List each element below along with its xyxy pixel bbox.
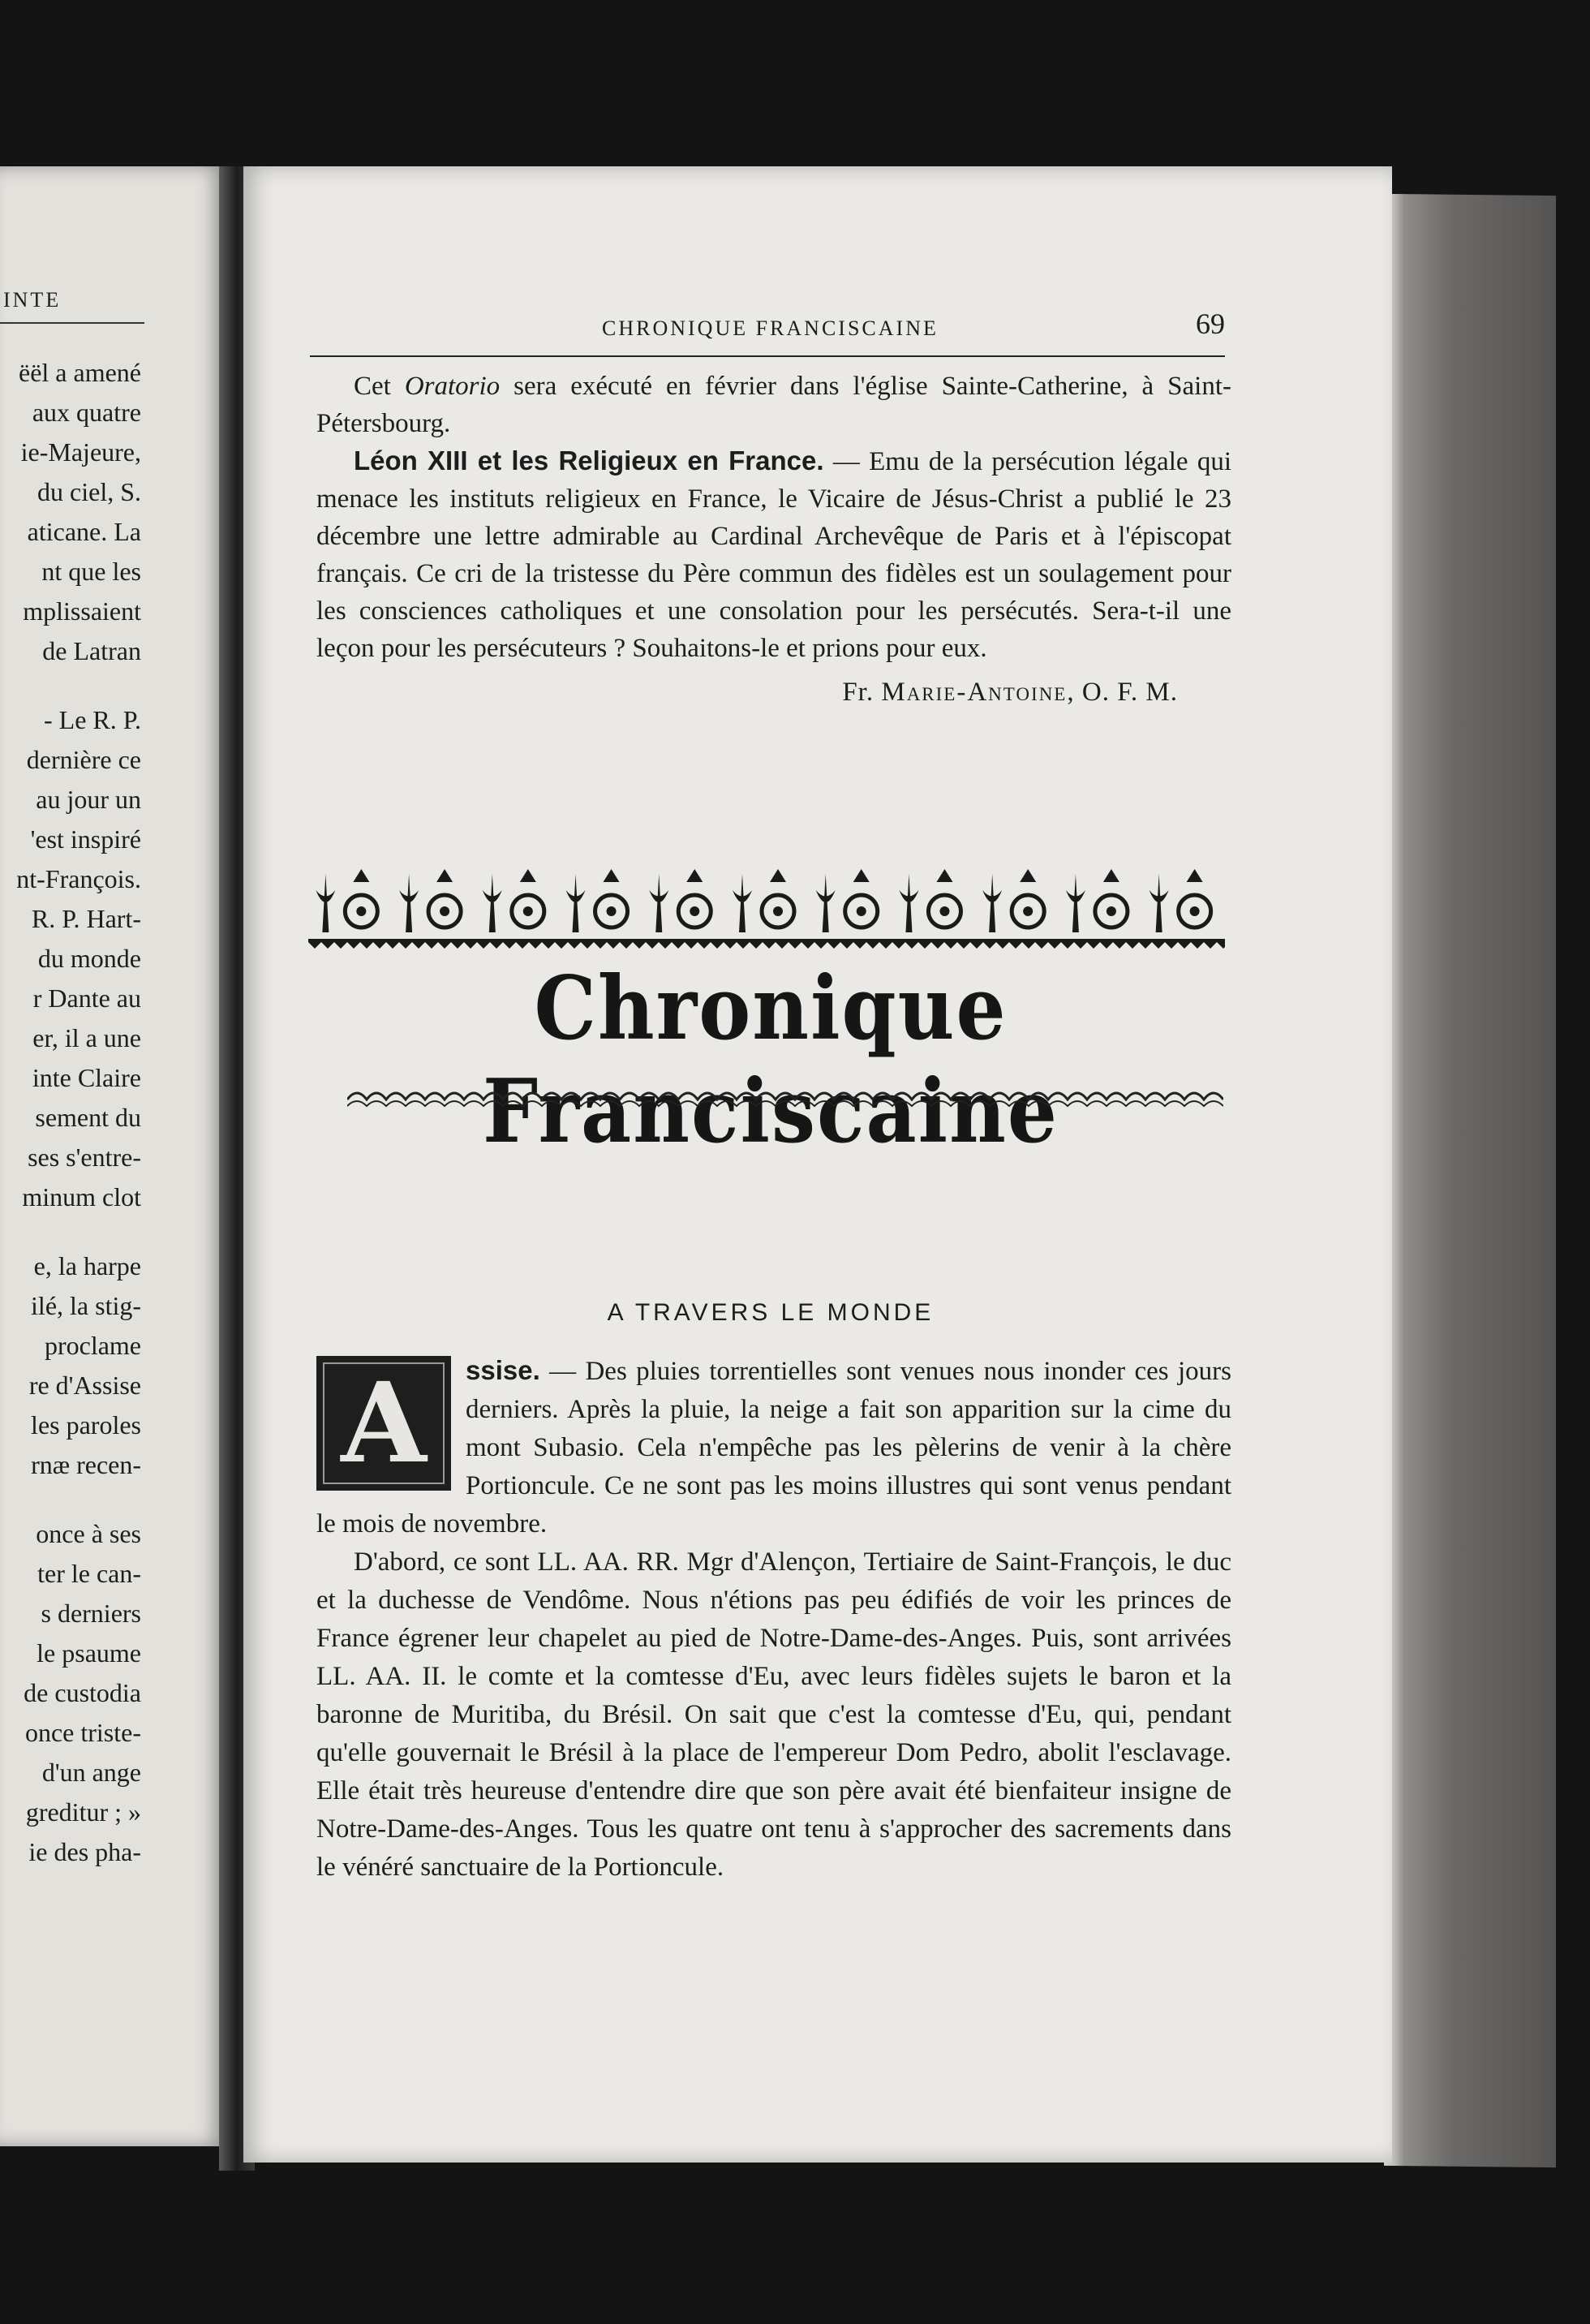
ornament-scallop	[1217, 942, 1225, 949]
previous-page-line: minum clot	[22, 1182, 141, 1211]
ornament-scallop	[905, 942, 918, 949]
ornament-scallop	[1204, 942, 1217, 949]
ornament-scallop	[607, 942, 620, 949]
ornament-scallop	[711, 942, 724, 949]
ornament-flower-center	[440, 906, 449, 916]
ornament-scallop	[698, 942, 711, 949]
previous-page-line: sement du	[35, 1103, 141, 1132]
article-body	[316, 1351, 1231, 1887]
article-continuation	[316, 368, 1231, 711]
previous-page-line: ilé, la stig-	[31, 1291, 141, 1320]
ornament-scallop	[464, 942, 477, 949]
ornament-spike	[982, 874, 1002, 932]
ornament-scallop	[1126, 942, 1139, 949]
ornament-scallop	[789, 942, 801, 949]
ornament-flower-center	[607, 906, 617, 916]
ornament-scallop	[581, 942, 594, 949]
ornament-spike	[816, 874, 836, 932]
previous-page-line: aux quatre	[32, 398, 141, 427]
ornament-scallop	[866, 942, 879, 949]
ornament-scallop	[879, 942, 892, 949]
ornament-sprig	[770, 869, 786, 882]
ornament-scallop	[490, 942, 503, 949]
ornament-scallop	[1061, 942, 1074, 949]
ornament-scallop	[1022, 942, 1035, 949]
book-edge	[1384, 194, 1556, 2167]
previous-page-line: de Latran	[42, 636, 141, 665]
ornament-spike	[733, 874, 752, 932]
ornament-scallop	[1165, 942, 1178, 949]
ornament-scallop	[918, 942, 931, 949]
previous-page-line: rnæ recen-	[31, 1450, 141, 1479]
previous-page-line: ter le can-	[37, 1559, 141, 1588]
ornament-scallop	[1009, 942, 1022, 949]
ornament-scallop	[1074, 942, 1087, 949]
previous-page-line	[16, 1217, 141, 1246]
previous-page	[0, 166, 226, 2146]
previous-page-line: once à ses	[36, 1519, 141, 1548]
ornament-spike	[899, 874, 918, 932]
ornament-spike	[1066, 874, 1085, 932]
ornament-sprig	[353, 869, 369, 882]
previous-page-line: ie des pha-	[28, 1837, 141, 1866]
previous-page-line: 'est inspiré	[30, 824, 141, 854]
previous-page-line: s derniers	[41, 1599, 141, 1628]
ornament-scallop	[814, 942, 827, 949]
ornament-scallop	[1048, 942, 1061, 949]
ornament-scallop	[1035, 942, 1048, 949]
previous-page-line: ëël a amené	[19, 358, 141, 387]
ornament-flower-center	[1190, 906, 1200, 916]
ornament-spike	[483, 874, 502, 932]
paragraph-heading-assise: ssise.	[466, 1355, 540, 1385]
ornament-scallop	[776, 942, 789, 949]
previous-page-line: nt-François.	[16, 864, 141, 893]
ornament-scallop	[892, 942, 905, 949]
previous-page-line: ie-Majeure,	[20, 437, 141, 467]
previous-page-line: du ciel, S.	[37, 477, 141, 506]
ornament-scallop	[853, 942, 866, 949]
previous-page-line: once triste-	[24, 1718, 141, 1747]
ornament-scallop	[321, 942, 334, 949]
ornament-scallop	[386, 942, 399, 949]
ornament-flower-center	[356, 906, 366, 916]
ornament-scallop	[347, 942, 360, 949]
previous-page-line: du monde	[37, 944, 141, 973]
previous-page-line: au jour un	[36, 785, 141, 814]
previous-page-line: R. P. Hart-	[31, 904, 141, 933]
paragraph-assise: A ssise. — Des pluies torrentielles sont venues nous inonder ces jours derniers. Après la pluie, la neige a fait son apparition sur la cime du mont Subasio. Cela n'empêche pas les pèlerins de venir à la chère Portioncule. Ce ne sont pas les moins illustres qui sont venus pendant le mois de novembre.	[316, 1355, 1231, 1539]
ornament-scallop	[750, 942, 763, 949]
previous-page-line	[16, 671, 141, 700]
previous-page-line: les paroles	[31, 1410, 141, 1440]
previous-page-line: r Dante au	[32, 983, 141, 1013]
italic-oratorio: Oratorio	[404, 372, 501, 401]
paragraph-leon-xiii: Léon XIII et les Religieux en France. — Emu de la persécution légale qui menace les instituts religieux en France, le Vicaire de Jésus-Christ a publié le 23 décembre une lettre admirable au Cardinal Archevêque de Paris et à l'épiscopat français. Ce cri de la tristesse du Père commun des fidèles est un soulagement pour les consciences catholiques et une consolation pour les persécutés. Sera-t-il une leçon pour les persécuteurs ? Souhaitons-le et prions pour eux.	[316, 445, 1231, 663]
floral-ornament-band	[308, 858, 1225, 949]
ornament-scallop	[334, 942, 347, 949]
wavy-divider	[347, 1082, 1223, 1114]
page-number: 69	[1196, 308, 1225, 340]
ornament-scallop	[516, 942, 529, 949]
ornament-scallop	[477, 942, 490, 949]
previous-page-line: greditur ; »	[25, 1797, 141, 1827]
ornament-sprig	[604, 869, 620, 882]
ornament-scallop	[724, 942, 737, 949]
ornament-sprig	[1020, 869, 1036, 882]
ornament-scallop	[646, 942, 659, 949]
ornament-flower-center	[939, 906, 949, 916]
drop-cap-letter: A	[323, 1362, 445, 1484]
ornament-sprig	[853, 869, 870, 882]
ornament-scallop	[1100, 942, 1113, 949]
ornament-scallop	[983, 942, 996, 949]
ornament-sprig	[436, 869, 453, 882]
previous-page-rule	[0, 322, 144, 324]
ornament-scallop	[1178, 942, 1191, 949]
ornament-scallop	[399, 942, 412, 949]
ornament-flower-center	[857, 906, 866, 916]
ornament-spike	[1150, 874, 1169, 932]
ornament-sprig	[520, 869, 536, 882]
ornament-scallop	[412, 942, 425, 949]
ornament-sprig	[1103, 869, 1119, 882]
ornament-spike	[649, 874, 668, 932]
ornament-scallop	[594, 942, 607, 949]
ornament-spike	[566, 874, 586, 932]
subsection-heading: A TRAVERS LE MONDE	[607, 1299, 935, 1326]
previous-page-line: mplissaient	[23, 596, 141, 626]
signature-name: Marie-Antoine	[881, 678, 1068, 707]
ornament-sprig	[1187, 869, 1203, 882]
previous-page-line: le psaume	[37, 1638, 141, 1668]
ornament-scallop	[542, 942, 555, 949]
previous-page-running-head: INTE	[3, 288, 62, 312]
paragraph-oratorio: Cet Oratorio sera exécuté en février dans l'église Sainte-Catherine, à Saint-Pétersbourg.	[316, 372, 1231, 438]
ornament-scallop	[1087, 942, 1100, 949]
ornament-scallop	[672, 942, 685, 949]
previous-page-line: re d'Assise	[28, 1371, 141, 1400]
book-page	[243, 166, 1392, 2163]
ornament-flower-center	[523, 906, 533, 916]
previous-page-line: - Le R. P.	[44, 705, 141, 734]
ornament-scallop	[1191, 942, 1204, 949]
ornament-sprig	[936, 869, 952, 882]
ornament-scallop	[503, 942, 516, 949]
ornament-scallop	[308, 942, 321, 949]
ornament-scallop	[996, 942, 1009, 949]
ornament-scallop	[685, 942, 698, 949]
running-head	[292, 307, 1225, 341]
ornament-scallop	[438, 942, 451, 949]
ornament-scallop	[1113, 942, 1126, 949]
paragraph-heading: Léon XIII et les Religieux en France.	[354, 445, 824, 476]
previous-page-line: dernière ce	[26, 745, 141, 774]
ornament-scallop	[944, 942, 957, 949]
ornament-scallop	[555, 942, 568, 949]
drop-cap-ornament	[316, 1356, 451, 1491]
ornament-scallop	[568, 942, 581, 949]
previous-page-line: e, la harpe	[33, 1251, 141, 1280]
ornament-scallop	[529, 942, 542, 949]
ornament-spike	[399, 874, 419, 932]
ornament-scallop	[633, 942, 646, 949]
ornament-scallop	[827, 942, 840, 949]
ornament-sprig	[686, 869, 703, 882]
previous-page-line: inte Claire	[32, 1063, 141, 1092]
previous-page-text	[16, 353, 141, 1872]
previous-page-line: nt que les	[41, 557, 141, 586]
ornament-flower-center	[1023, 906, 1033, 916]
ornament-scallop	[737, 942, 750, 949]
previous-page-line: aticane. La	[27, 517, 141, 546]
ornament-flower-center	[1107, 906, 1116, 916]
ornament-scallop	[451, 942, 464, 949]
previous-page-line: d'un ange	[41, 1758, 141, 1787]
ornament-scallop	[931, 942, 944, 949]
ornament-flower-center	[773, 906, 783, 916]
header-rule	[310, 355, 1225, 357]
previous-page-line	[16, 1485, 141, 1514]
ornament-flower-center	[690, 906, 699, 916]
paragraph-visitors: D'abord, ce sont LL. AA. RR. Mgr d'Alençon, Tertiaire de Saint-François, le duc et la duchesse de Vendôme. Nous n'étions pas peu édifiés de voir les princes de France égrener leur chapelet au pied de Notre-Dame-des-Anges. Puis, sont arrivées LL. AA. II. le comte et la comtesse d'Eu, avec leurs fidèles sujets le baron et la baronne de Muritiba, du Brésil. On sait que c'est la comtesse d'Eu, qui, pendant qu'elle gouvernait le Brésil à la place de l'empereur Dom Pedro, abolit l'esclavage. Elle était très heureuse d'entendre dire que son père avait été bienfaiteur insigne de Notre-Dame-des-Anges. Tous les quatre ont tenu à s'approcher des sacrements dans le vénéré sanctuaire de la Portioncule.	[316, 1547, 1231, 1882]
ornament-scallop	[425, 942, 438, 949]
previous-page-line: er, il a une	[32, 1023, 141, 1052]
previous-page-line: de custodia	[24, 1678, 141, 1707]
ornament-scallop	[763, 942, 776, 949]
ornament-scallop	[1139, 942, 1152, 949]
ornament-spike	[316, 874, 335, 932]
section-title: Chronique Franciscaine	[482, 957, 1059, 1163]
ornament-scallop	[659, 942, 672, 949]
ornament-scallop	[970, 942, 983, 949]
ornament-scallop	[1152, 942, 1165, 949]
ornament-scallop	[360, 942, 373, 949]
previous-page-line: proclame	[44, 1331, 141, 1360]
ornament-scallop	[840, 942, 853, 949]
signature: Fr. Marie-Antoine, O. F. M.	[842, 678, 1178, 707]
ornament-scallop	[373, 942, 386, 949]
ornament-scallop	[620, 942, 633, 949]
running-head-title: CHRONIQUE FRANCISCAINE	[602, 316, 939, 340]
ornament-scallop	[957, 942, 970, 949]
ornament-scallop	[801, 942, 814, 949]
previous-page-line: ses s'entre-	[28, 1143, 141, 1172]
